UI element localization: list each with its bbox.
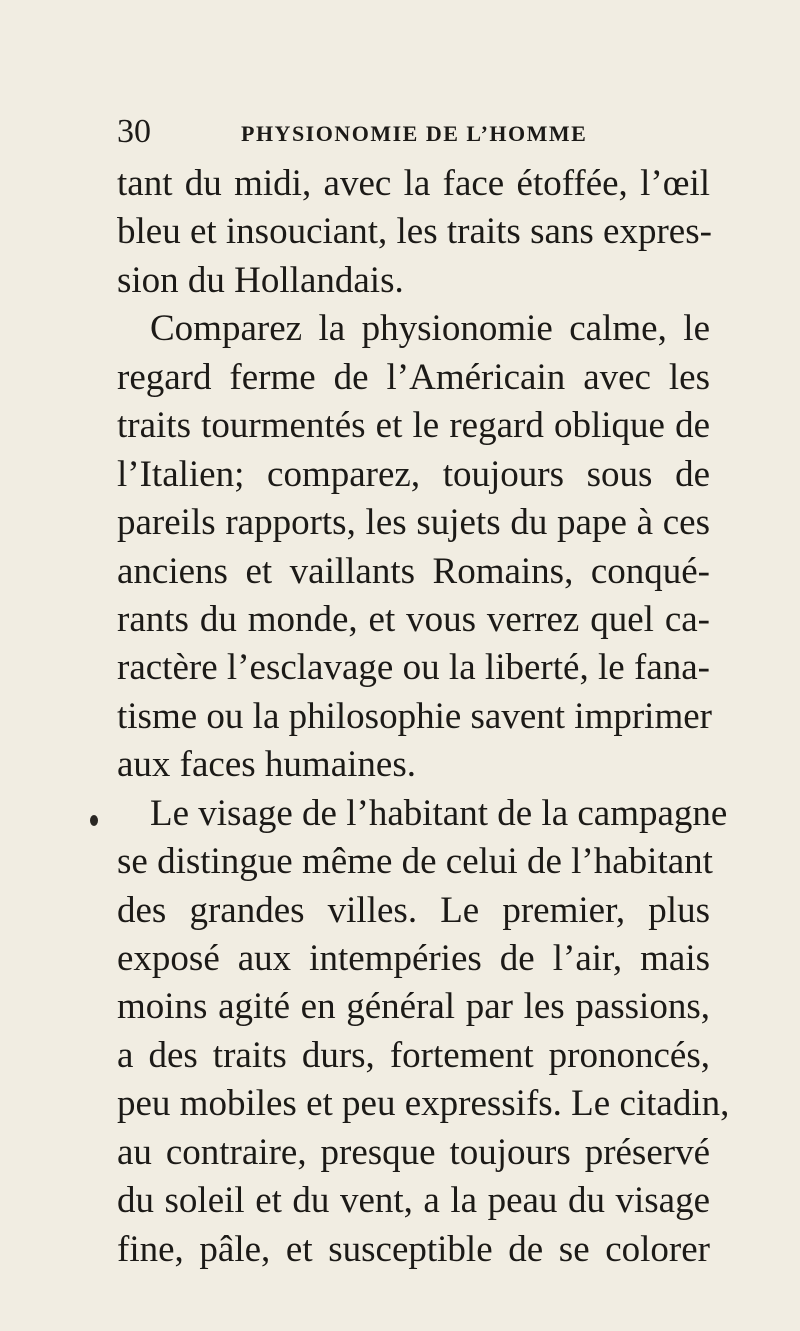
text-line: rants du monde, et vous verrez quel ca- bbox=[117, 598, 710, 640]
text-line: peu mobiles et peu expressifs. Le citadin, bbox=[117, 1083, 730, 1125]
text-line: du soleil et du vent, a la peau du visage bbox=[117, 1180, 710, 1222]
text-line: tant du midi, avec la face étoffée, l’œil bbox=[117, 163, 710, 204]
text-line: tisme ou la philosophie savent imprimer bbox=[117, 695, 712, 737]
text-line: l’Italien; comparez, toujours sous de bbox=[117, 453, 710, 495]
paragraph-start-line: Le visage de l’habitant de la campagne bbox=[150, 792, 728, 834]
text-line: se distingue même de celui de l’habitant bbox=[117, 841, 713, 883]
text-line: pareils rapports, les sujets du pape à ces bbox=[117, 502, 710, 544]
page-header bbox=[117, 112, 757, 152]
body-text bbox=[117, 160, 730, 1274]
text-line: bleu et insouciant, les traits sans expres- bbox=[117, 211, 712, 253]
text-line: anciens et vaillants Romains, conqué- bbox=[117, 550, 710, 592]
text-line: moins agité en général par les passions, bbox=[117, 986, 710, 1028]
text-line: a des traits durs, fortement prononcés, bbox=[117, 1034, 710, 1076]
paragraph-end-line: sion du Hollandais. bbox=[117, 259, 404, 301]
text-line: traits tourmentés et le regard oblique de bbox=[117, 405, 710, 447]
paragraph-start-line: Comparez la physionomie calme, le bbox=[150, 308, 710, 350]
text-line: au contraire, presque toujours préservé bbox=[117, 1131, 710, 1173]
page-number: 30 bbox=[117, 113, 151, 150]
ink-dot-mark bbox=[90, 815, 98, 826]
text-line: ractère l’esclavage ou la liberté, le fana- bbox=[117, 647, 710, 689]
text-line: fine, pâle, et susceptible de se colorer bbox=[117, 1228, 710, 1270]
text-line: des grandes villes. Le premier, plus bbox=[117, 889, 710, 931]
text-line: exposé aux intempéries de l’air, mais bbox=[117, 938, 710, 979]
running-head: PHYSIONOMIE DE L’HOMME bbox=[241, 121, 588, 146]
text-line: regard ferme de l’Américain avec les bbox=[117, 356, 710, 398]
paragraph-end-line: aux faces humaines. bbox=[117, 744, 416, 786]
